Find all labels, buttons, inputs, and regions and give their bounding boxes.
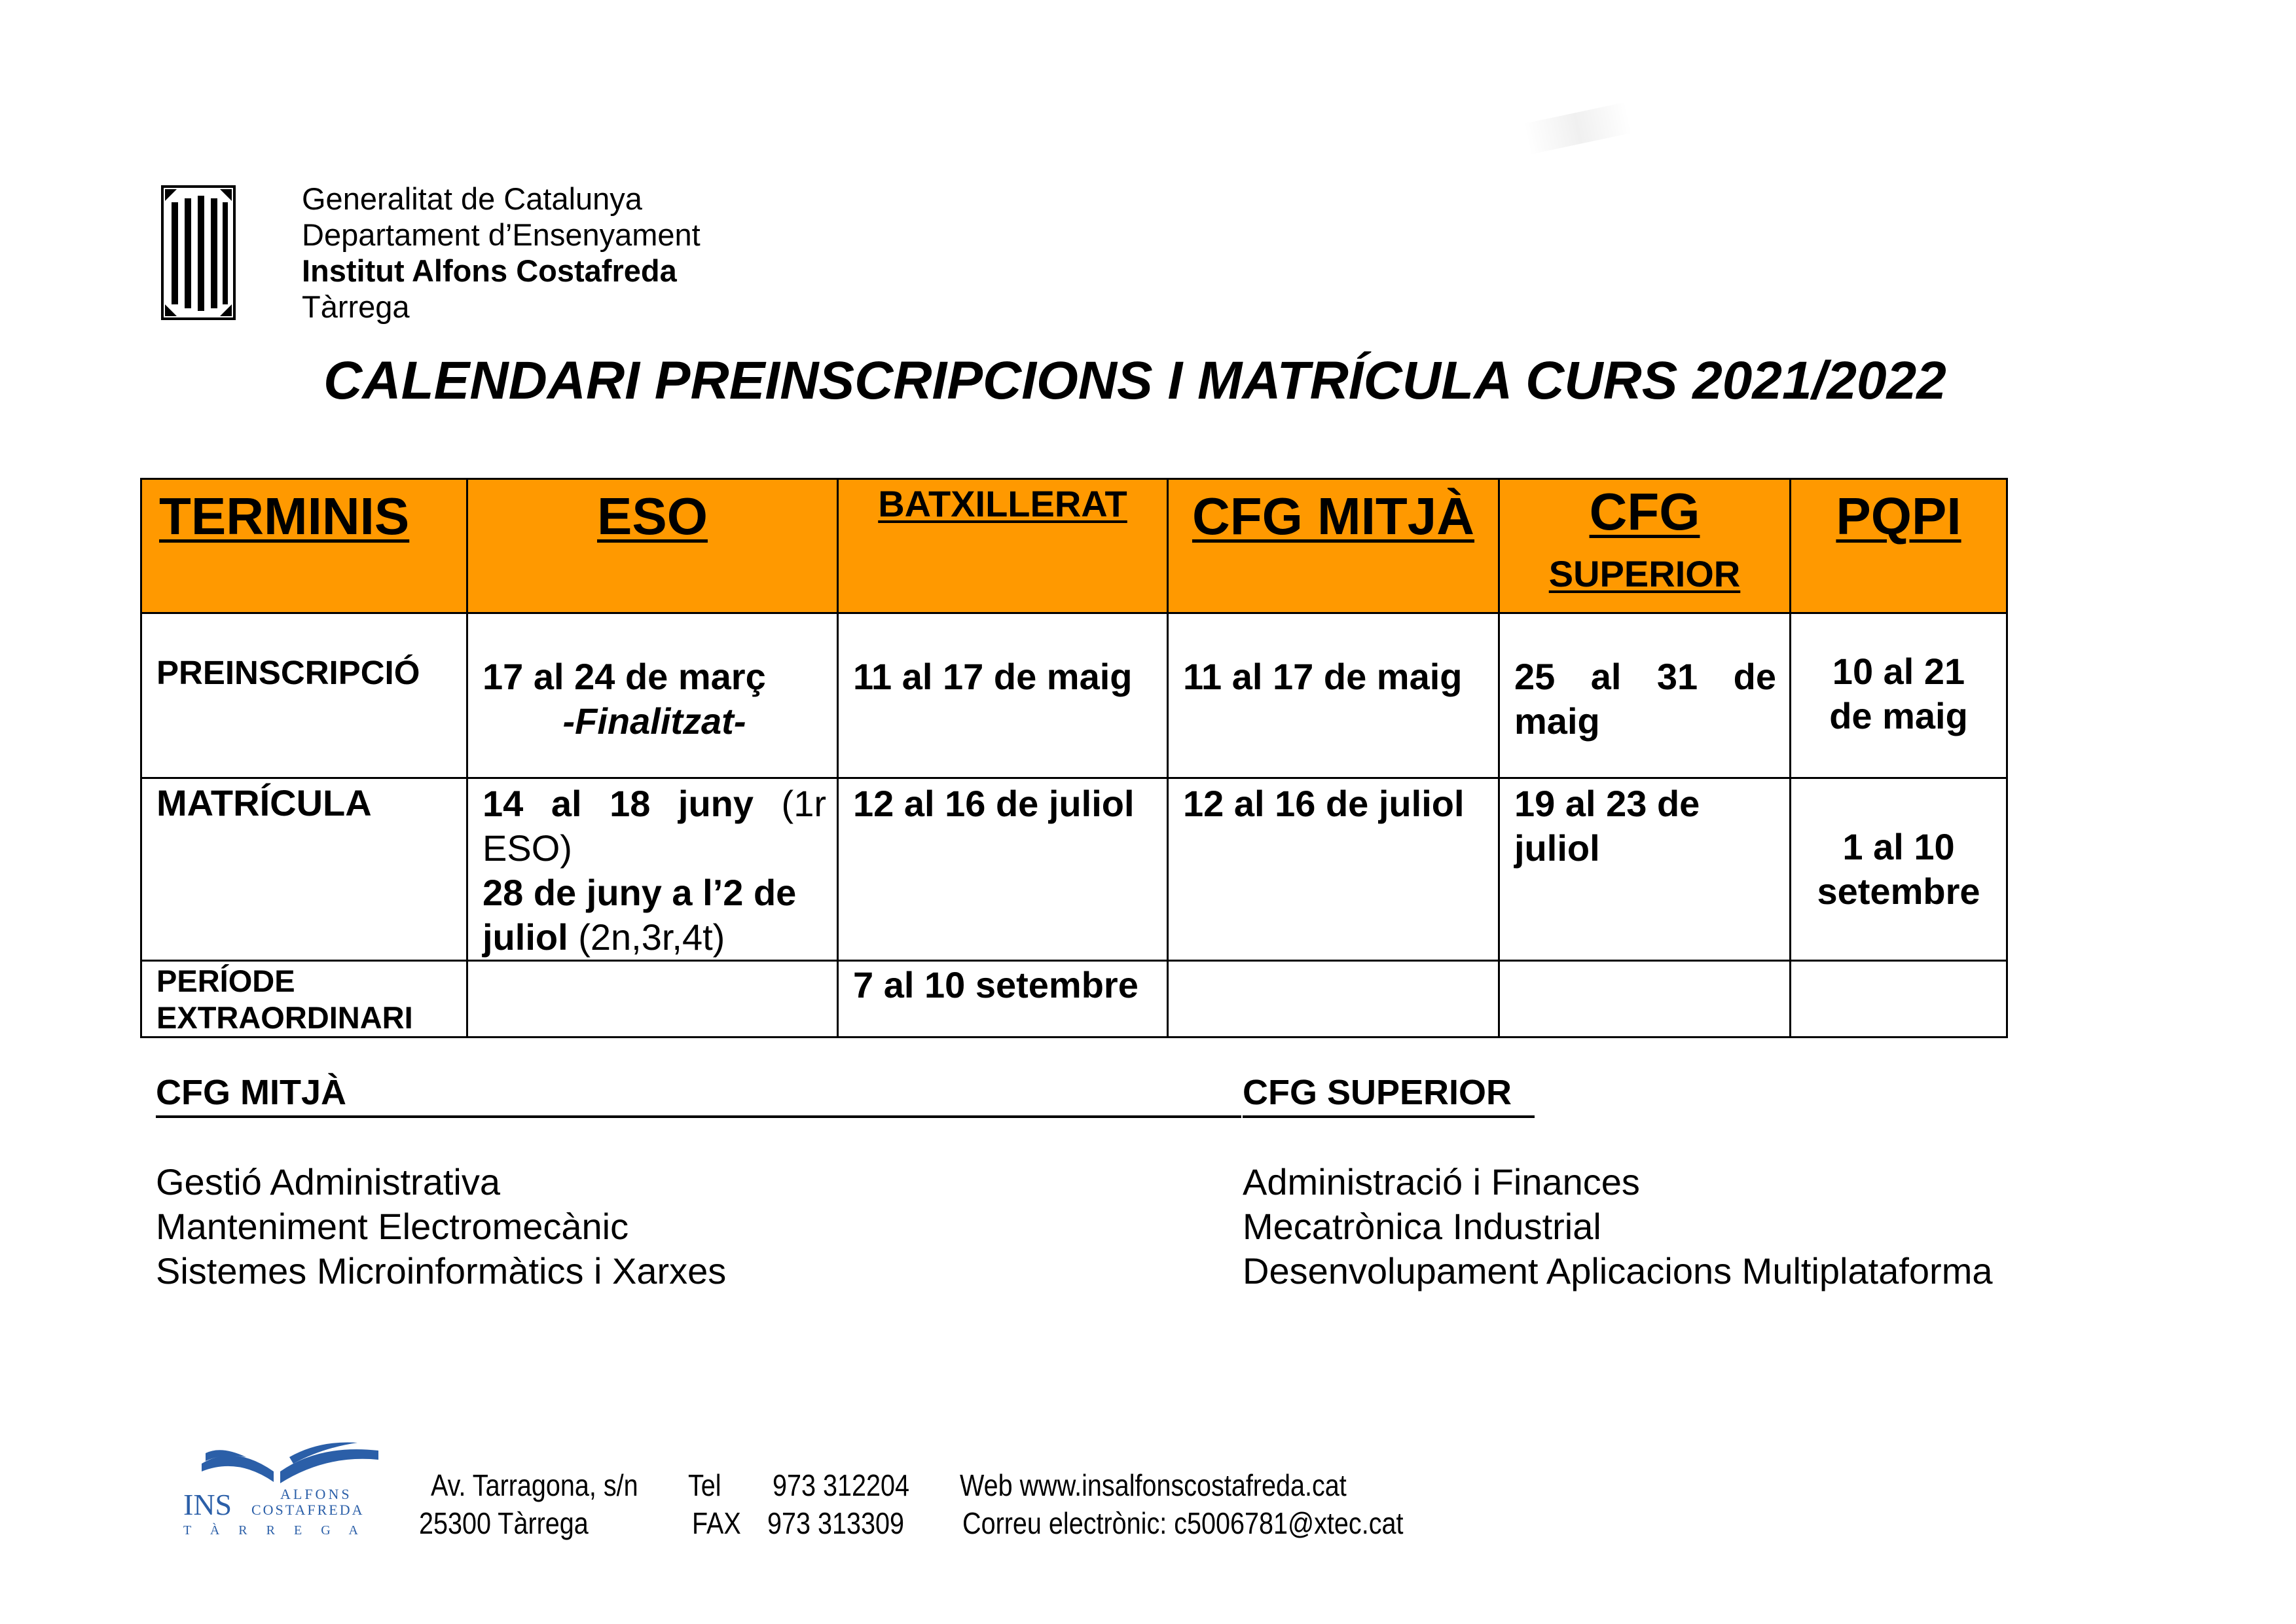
cfg-mitja-heading: CFG MITJÀ [156, 1073, 346, 1112]
ins-alfons-costafreda-logo [182, 1431, 385, 1542]
cfg-mitja-list [156, 1160, 726, 1293]
cell-matricula-pqpi: 1 al 10 setembre [1791, 778, 2007, 961]
header-cfg-mitja: CFG MITJÀ [1168, 479, 1499, 613]
scan-mark [1523, 102, 1632, 154]
list-item: Gestió Administrativa [156, 1161, 500, 1202]
table-row-preinscripcio [141, 613, 2007, 778]
header-cfg-superior: CFG SUPERIOR [1499, 479, 1791, 613]
svg-text:INS: INS [183, 1488, 232, 1521]
svg-text:COSTAFREDA: COSTAFREDA [251, 1502, 365, 1518]
list-item: Desenvolupament Aplicacions Multiplataforma [1243, 1250, 1993, 1291]
cell-extraordinari-batxillerat: 7 al 10 setembre [838, 961, 1168, 1038]
footer-email: Correu electrònic: c5006781@xtec.cat [962, 1506, 1404, 1540]
cfg-superior-heading: CFG SUPERIOR [1243, 1073, 1512, 1112]
table-row-extraordinari [141, 961, 2007, 1038]
footer-web: Web www.insalfonscostafreda.cat [960, 1468, 1347, 1502]
cell-preinscripcio-eso: 17 al 24 de març -Finalitzat- [467, 613, 838, 778]
svg-text:ALFONS: ALFONS [280, 1486, 352, 1502]
header-eso: ESO [467, 479, 838, 613]
cell-preinscripcio-cfg-mitja: 11 al 17 de maig [1168, 613, 1499, 778]
row-label-extraordinari: PERÍODE EXTRAORDINARI [141, 961, 467, 1038]
footer-tel-number: 973 312204 [773, 1468, 910, 1502]
cell-matricula-batxillerat: 12 al 16 de juliol [838, 778, 1168, 961]
cell-matricula-eso: 14 al 18 juny (1r ESO) 28 de juny a l’2 de juliol (2n,3r,4t) [467, 778, 838, 961]
cell-extraordinari-pqpi [1791, 961, 2007, 1038]
svg-text:T À R R E G A: T À R R E G A [183, 1523, 366, 1538]
cfg-superior-list [1243, 1160, 1992, 1293]
row-label-matricula: MATRÍCULA [141, 778, 467, 961]
cell-matricula-cfg-superior: 19 al 23 de juliol [1499, 778, 1791, 961]
cfg-mitja-rule [156, 1115, 1241, 1118]
header-line-institute: Institut Alfons Costafreda [302, 253, 677, 288]
header-terminis: TERMINIS [141, 479, 467, 613]
footer-address-line1: Av. Tarragona, s/n [431, 1468, 638, 1502]
list-item: Sistemes Microinformàtics i Xarxes [156, 1250, 727, 1291]
header-pqpi: PQPI [1791, 479, 2007, 613]
table-row-matricula [141, 778, 2007, 961]
header-line-generalitat: Generalitat de Catalunya [302, 181, 642, 216]
cell-preinscripcio-pqpi: 10 al 21 de maig [1791, 613, 2007, 778]
calendar-table [140, 478, 2008, 1038]
cell-preinscripcio-batxillerat: 11 al 17 de maig [838, 613, 1168, 778]
institution-header [302, 181, 701, 325]
list-item: Administració i Finances [1243, 1161, 1640, 1202]
cfg-superior-rule [1243, 1115, 1535, 1118]
footer-tel-label: Tel [688, 1468, 721, 1502]
footer-fax-label: FAX [692, 1506, 741, 1540]
header-batxillerat: BATXILLERAT [838, 479, 1168, 613]
header-line-town: Tàrrega [302, 289, 410, 324]
cell-extraordinari-eso [467, 961, 838, 1038]
footer-address-line2: 25300 Tàrrega [419, 1506, 589, 1540]
footer-fax-number: 973 313309 [767, 1506, 905, 1540]
cell-preinscripcio-cfg-superior: 25 al 31 de maig [1499, 613, 1791, 778]
row-label-preinscripcio: PREINSCRIPCIÓ [141, 613, 467, 778]
cell-extraordinari-cfg-mitja [1168, 961, 1499, 1038]
header-line-department: Departament d’Ensenyament [302, 217, 701, 252]
cell-matricula-cfg-mitja: 12 al 16 de juliol [1168, 778, 1499, 961]
cell-extraordinari-cfg-superior [1499, 961, 1791, 1038]
table-header-row [141, 479, 2007, 613]
list-item: Manteniment Electromecànic [156, 1206, 629, 1247]
page-title: CALENDARI PREINSCRIPCIONS I MATRÍCULA CURS 2021/2022 [323, 351, 1946, 410]
list-item: Mecatrònica Industrial [1243, 1206, 1601, 1247]
generalitat-logo [161, 185, 236, 320]
